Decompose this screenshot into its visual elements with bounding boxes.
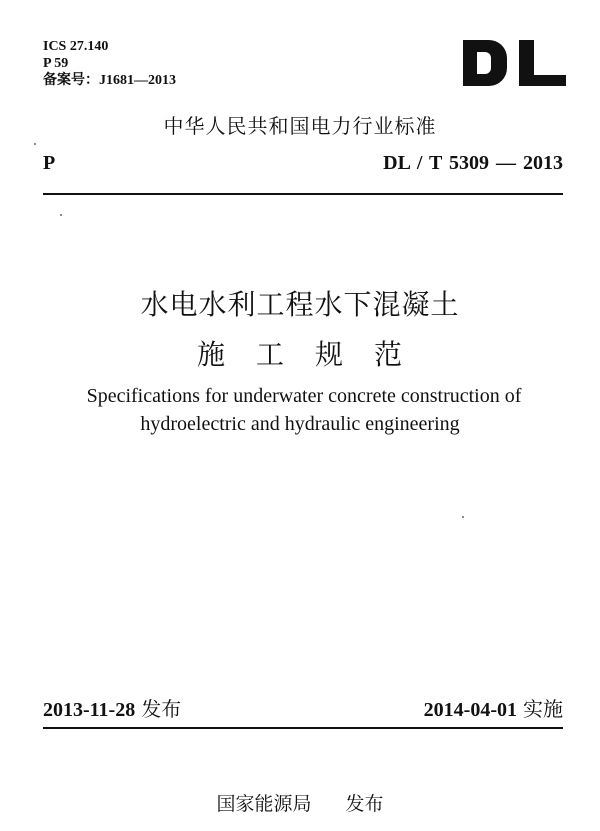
category-code: P xyxy=(43,152,56,174)
classification-code: P 59 xyxy=(43,56,69,71)
implement-date-block xyxy=(424,693,563,722)
publisher-line xyxy=(0,789,600,816)
implement-label: 实施 xyxy=(523,697,563,721)
scan-speck xyxy=(34,143,36,145)
scan-speck xyxy=(462,516,464,518)
title-cn-line1: 水电水利工程水下混凝土 xyxy=(140,290,460,321)
footer-divider xyxy=(43,727,563,729)
title-cn-line2 xyxy=(0,333,600,373)
logo-letter-l xyxy=(519,40,566,86)
publisher-name: 国家能源局 xyxy=(216,793,312,815)
issue-label: 发布 xyxy=(141,697,182,721)
dl-logo xyxy=(463,40,566,86)
scan-speck xyxy=(60,214,62,216)
record-number: 备案号：J1681—2013 xyxy=(43,73,176,88)
header-divider xyxy=(43,193,563,195)
issue-date: 2013-11-28 xyxy=(43,699,136,721)
logo-letter-d xyxy=(463,40,507,86)
issue-date-block xyxy=(43,693,181,722)
title-char: 规 xyxy=(315,340,345,371)
title-en-line1: Specifications for underwater concrete construction of xyxy=(86,385,522,407)
implement-date: 2014-04-01 xyxy=(423,699,517,721)
title-en-line2: hydroelectric and hydraulic engineering xyxy=(140,413,460,435)
national-standard-heading: 中华人民共和国电力行业标准 xyxy=(163,114,437,138)
standard-number: DL / T 5309 — 2013 xyxy=(383,152,563,174)
ics-code: ICS 27.140 xyxy=(43,39,109,54)
publisher-action: 发布 xyxy=(345,793,384,815)
title-char: 施 xyxy=(196,340,226,371)
title-char: 范 xyxy=(374,340,404,371)
document-metadata xyxy=(43,38,176,89)
title-char: 工 xyxy=(255,340,285,371)
